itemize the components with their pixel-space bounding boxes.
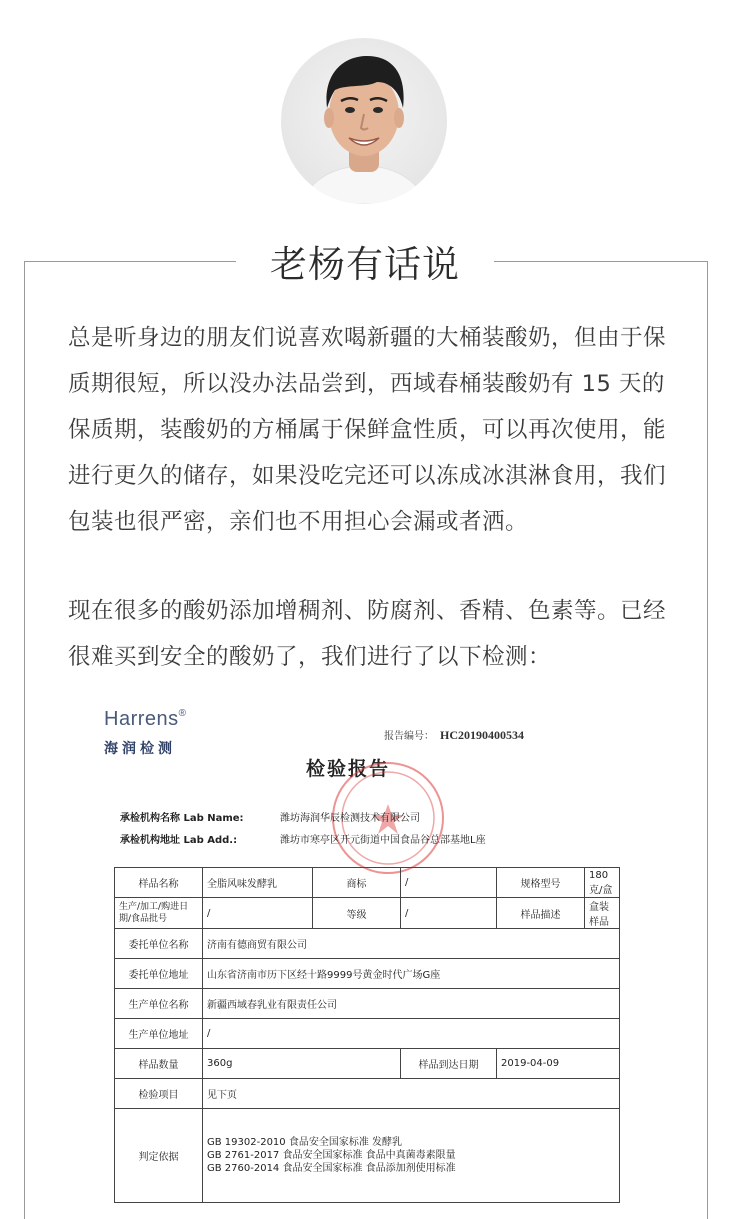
arrival-date-value: 2019-04-09	[497, 1049, 620, 1079]
client-address-value: 山东省济南市历下区经十路9999号黄金时代广场G座	[203, 959, 620, 989]
basis-value	[203, 1109, 620, 1203]
basis-standard-3: GB 2760-2014 食品安全国家标准 食品添加剂使用标准	[207, 1163, 456, 1174]
section-title: 老杨有话说	[270, 243, 460, 286]
intro-paragraph: 总是听身边的朋友们说喜欢喝新疆的大桶装酸奶，但由于保质期很短，所以没办法品尝到，西域春桶装酸奶有 15 天的保质期，装酸奶的方桶属于保鲜盒性质，可以再次使用，能进行更久的储存，如果没吃完还可以冻成冰淇淋食用，我们包装也很严密，亲们也不用担心会漏或者洒。	[68, 325, 667, 535]
table-row	[115, 898, 620, 929]
spec-value: 180克/盒	[585, 868, 620, 898]
basis-standard-1: GB 19302-2010 食品安全国家标准 发酵乳	[207, 1137, 403, 1148]
title-divider-right	[494, 261, 708, 262]
producer-value: 新疆西域春乳业有限责任公司	[203, 989, 620, 1019]
test-items-value: 见下页	[203, 1079, 620, 1109]
producer-label: 生产单位名称	[115, 989, 203, 1019]
sample-name-value: 全脂风味发酵乳	[203, 868, 313, 898]
test-items-label: 检验项目	[115, 1079, 203, 1109]
desc-value: 盒装样品	[585, 898, 620, 929]
lab-name-row	[120, 809, 420, 824]
inspection-report-image	[96, 700, 634, 1219]
client-value: 济南有德商贸有限公司	[203, 929, 620, 959]
date-label: 生产/加工/购进日期/食品批号	[115, 898, 203, 929]
lab-name-label: 承检机构名称 Lab Name:	[120, 813, 244, 824]
table-row	[115, 1019, 620, 1049]
lab-logo	[104, 708, 187, 731]
testing-paragraph: 现在很多的酸奶添加增稠剂、防腐剂、香精、色素等。已经很难买到安全的酸奶了，我们进行了以下检测：	[68, 598, 667, 670]
brand-label: 商标	[313, 868, 401, 898]
report-number-label: 报告编号：	[384, 731, 434, 742]
producer-address-label: 生产单位地址	[115, 1019, 203, 1049]
quantity-label: 样品数量	[115, 1049, 203, 1079]
table-row	[115, 1109, 620, 1203]
basis-standard-2: GB 2761-2017 食品安全国家标准 食品中真菌毒素限量	[207, 1150, 456, 1161]
registered-mark: ®	[178, 708, 187, 719]
client-label: 委托单位名称	[115, 929, 203, 959]
table-row	[115, 868, 620, 898]
lab-logo-cn: 海润检测	[104, 741, 176, 757]
report-number-value: HC20190400534	[440, 728, 524, 742]
table-row	[115, 959, 620, 989]
table-row	[115, 989, 620, 1019]
report-number	[384, 727, 524, 743]
lab-address-value: 潍坊市寒亭区开元街道中国食品谷总部基地L座	[280, 835, 486, 846]
quantity-value: 360g	[203, 1049, 401, 1079]
arrival-date-label: 样品到达日期	[401, 1049, 497, 1079]
lab-logo-text: Harrens	[104, 708, 179, 730]
lab-address-label: 承检机构地址 Lab Add.:	[120, 835, 238, 846]
brand-value: /	[401, 868, 497, 898]
lab-address-row	[120, 831, 486, 846]
spec-label: 规格型号	[497, 868, 585, 898]
lab-name-value: 潍坊海润华辰检测技术有限公司	[280, 813, 420, 824]
client-address-label: 委托单位地址	[115, 959, 203, 989]
grade-value: /	[401, 898, 497, 929]
producer-address-value: /	[203, 1019, 620, 1049]
author-avatar	[281, 38, 447, 204]
report-table	[114, 867, 620, 1203]
desc-label: 样品描述	[497, 898, 585, 929]
table-row	[115, 1079, 620, 1109]
date-value: /	[203, 898, 313, 929]
table-row	[115, 1049, 620, 1079]
portrait-illustration	[281, 38, 447, 204]
table-row	[115, 929, 620, 959]
grade-label: 等级	[313, 898, 401, 929]
title-divider-left	[24, 261, 236, 262]
basis-label: 判定依据	[115, 1109, 203, 1203]
sample-name-label: 样品名称	[115, 868, 203, 898]
report-title: 检验报告	[306, 758, 391, 780]
